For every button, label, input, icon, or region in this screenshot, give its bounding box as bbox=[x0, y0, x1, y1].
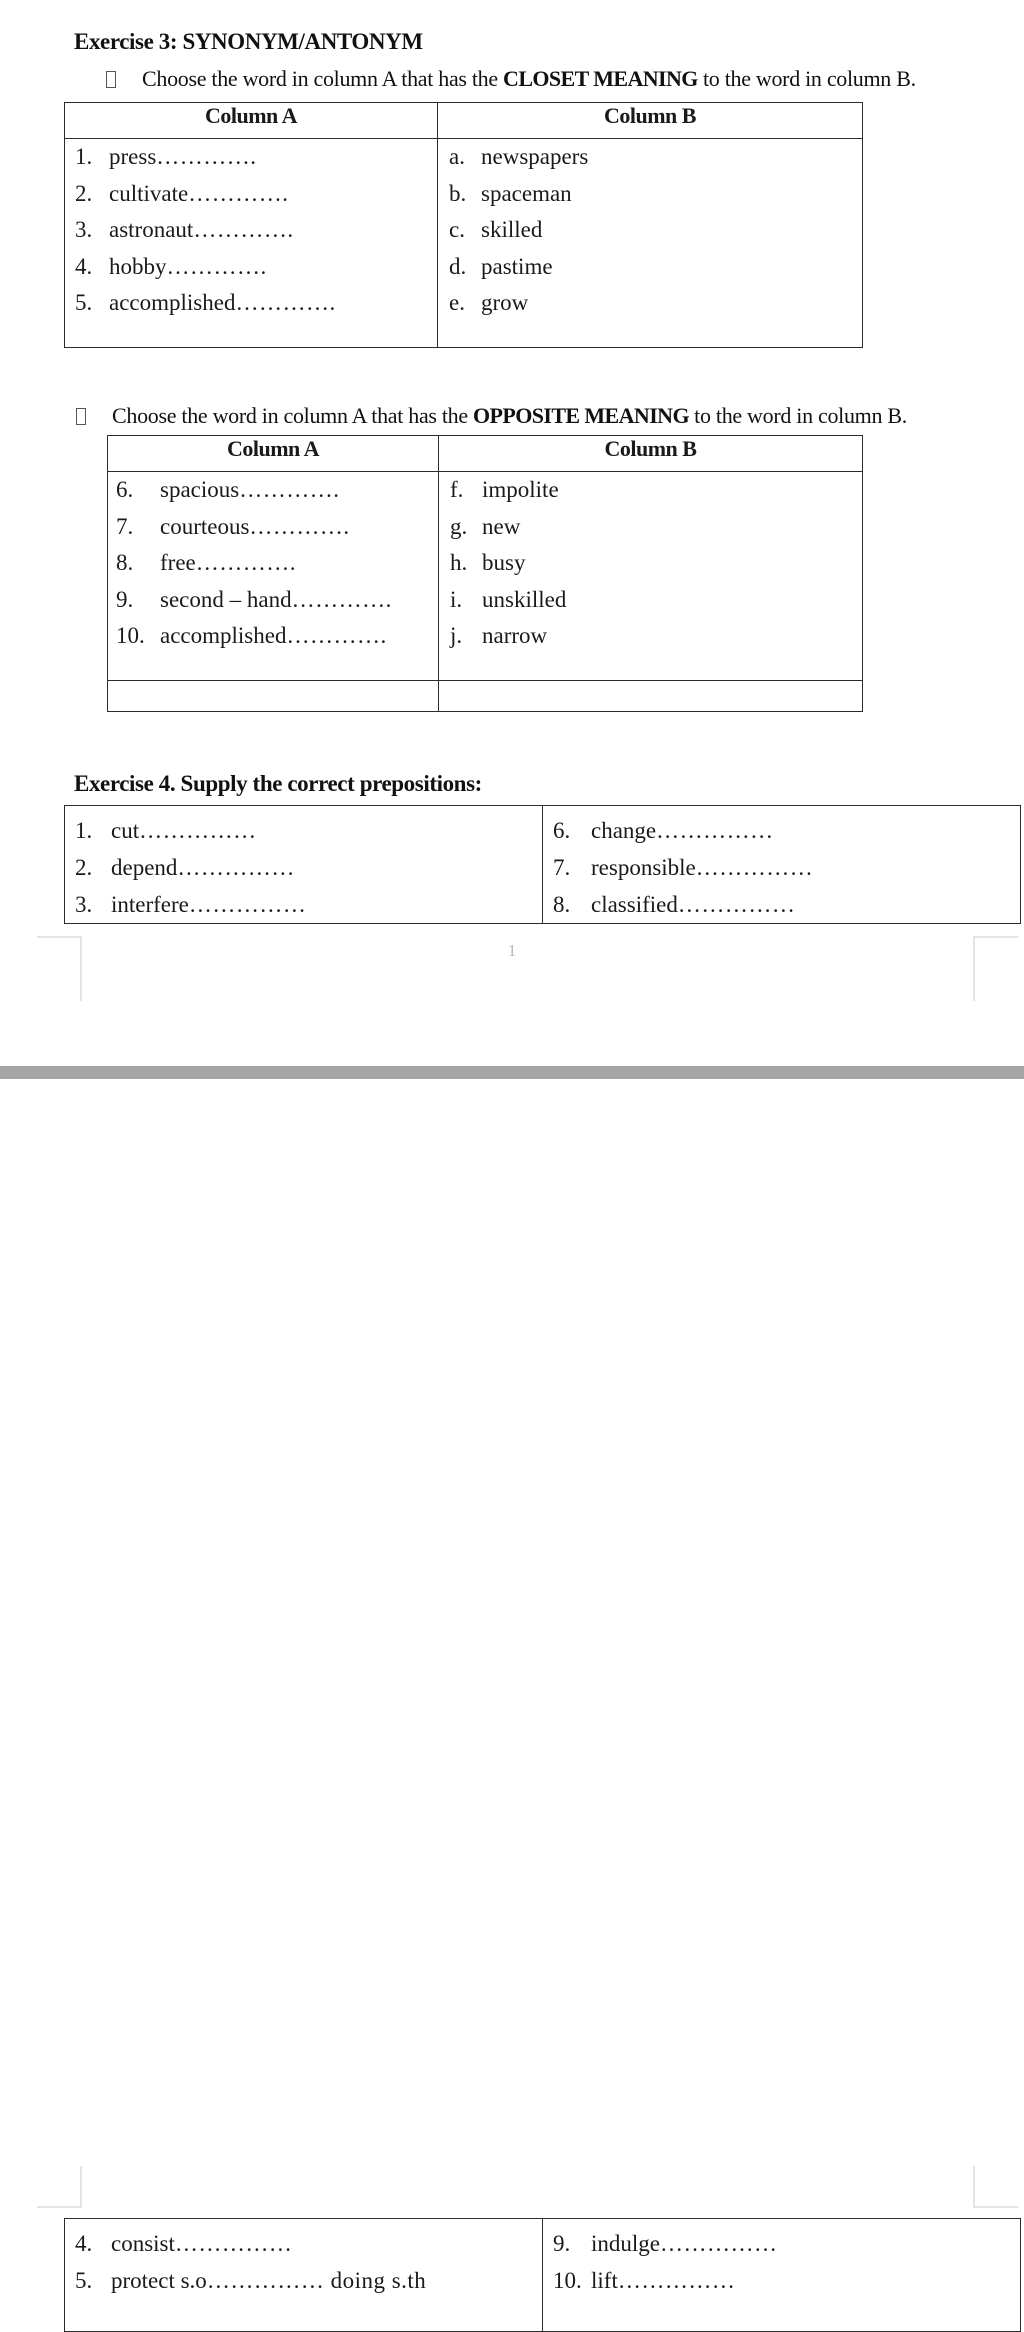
synonym-column-b-cell bbox=[438, 139, 863, 348]
item-word: depend bbox=[111, 855, 178, 880]
item-word: press bbox=[109, 144, 157, 169]
table-empty-row bbox=[108, 681, 863, 712]
instruction-antonym-after: to the word in column B. bbox=[688, 403, 907, 428]
column-b-header: Column B bbox=[439, 436, 863, 472]
item-blank[interactable]: …………. bbox=[195, 550, 296, 575]
list-item bbox=[438, 176, 862, 213]
prepositions-bottom-left-cell bbox=[65, 2219, 543, 2332]
item-blank[interactable]: …………… bbox=[139, 818, 257, 843]
list-item bbox=[108, 618, 438, 655]
list-item bbox=[108, 509, 438, 546]
antonym-column-b-cell bbox=[439, 472, 863, 681]
item-blank[interactable]: …………. bbox=[188, 180, 289, 206]
item-word: newspapers bbox=[481, 144, 589, 169]
item-blank[interactable]: …………. bbox=[166, 253, 267, 279]
item-marker: 10. bbox=[116, 623, 145, 648]
list-item bbox=[65, 886, 542, 923]
item-word: cut bbox=[111, 818, 140, 843]
list-item bbox=[65, 212, 437, 249]
worksheet-page-one bbox=[0, 0, 1024, 1068]
item-marker: 6. bbox=[553, 818, 571, 843]
item-word: free bbox=[160, 550, 196, 575]
item-marker: e. bbox=[449, 290, 465, 315]
synonym-match-table bbox=[64, 102, 863, 348]
list-item bbox=[543, 812, 1020, 849]
item-blank[interactable]: …………… bbox=[188, 892, 307, 917]
list-item bbox=[65, 285, 437, 322]
item-word: narrow bbox=[482, 623, 548, 648]
instruction-antonym bbox=[76, 403, 907, 429]
list-item bbox=[108, 472, 438, 509]
item-word: second – hand bbox=[160, 586, 292, 612]
item-blank[interactable]: …………. bbox=[239, 477, 340, 502]
bullet-box-icon bbox=[106, 71, 116, 88]
column-a-header: Column A bbox=[65, 103, 438, 139]
instruction-synonym-after: to the word in column B. bbox=[697, 66, 916, 91]
item-word: protect s.o bbox=[111, 2268, 207, 2293]
list-item bbox=[438, 139, 862, 176]
antonym-column-b-list bbox=[439, 472, 862, 655]
item-word: accomplished bbox=[109, 290, 236, 315]
page-break-separator bbox=[0, 1066, 1024, 1079]
instruction-synonym-emphasis: CLOSET MEANING bbox=[503, 66, 698, 91]
item-word: hobby bbox=[109, 253, 167, 279]
list-item bbox=[439, 545, 862, 582]
prepositions-bottom-left-list bbox=[65, 2219, 542, 2299]
item-word: interfere bbox=[111, 892, 189, 917]
prepositions-top-left-cell bbox=[65, 806, 543, 924]
item-blank[interactable]: …………… bbox=[660, 2231, 778, 2256]
instruction-antonym-before: Choose the word in column A that has the bbox=[112, 403, 474, 428]
item-marker: i. bbox=[450, 586, 463, 612]
table-row bbox=[65, 806, 1021, 924]
item-marker: 1. bbox=[75, 818, 93, 843]
item-blank[interactable]: …………. bbox=[291, 586, 392, 612]
item-word: indulge bbox=[591, 2231, 660, 2256]
table-row bbox=[65, 2219, 1021, 2332]
list-item bbox=[439, 509, 862, 546]
list-item bbox=[438, 285, 862, 322]
column-b-header: Column B bbox=[438, 103, 863, 139]
item-word: lift bbox=[591, 2268, 618, 2293]
item-marker: 5. bbox=[75, 290, 93, 315]
item-word: cultivate bbox=[109, 180, 189, 206]
item-blank[interactable]: …………… bbox=[177, 855, 295, 880]
item-word: consist bbox=[111, 2231, 175, 2256]
margin-mark-bottom-left bbox=[37, 2166, 82, 2208]
item-blank[interactable]: …………. bbox=[286, 623, 387, 648]
item-word: responsible bbox=[591, 855, 696, 880]
item-word: grow bbox=[481, 290, 529, 315]
item-marker: 7. bbox=[553, 855, 571, 880]
item-word: skilled bbox=[481, 217, 543, 242]
antonym-column-a-cell bbox=[108, 472, 439, 681]
table-header-row bbox=[108, 436, 863, 472]
empty-cell-b bbox=[439, 681, 863, 712]
item-word: unskilled bbox=[482, 586, 567, 612]
item-marker: 4. bbox=[75, 2231, 93, 2256]
item-blank[interactable]: …………. bbox=[156, 144, 257, 169]
page-number: 1 bbox=[507, 941, 517, 960]
prepositions-bottom-right-list bbox=[543, 2219, 1020, 2299]
list-item bbox=[65, 2262, 542, 2299]
antonym-match-table bbox=[107, 435, 863, 712]
table-body-row bbox=[65, 139, 863, 348]
item-marker: 3. bbox=[75, 217, 93, 242]
list-item bbox=[65, 849, 542, 886]
item-marker: g. bbox=[450, 513, 468, 539]
item-word: astronaut bbox=[109, 217, 194, 242]
instruction-antonym-emphasis: OPPOSITE MEANING bbox=[473, 403, 689, 428]
item-blank[interactable]: …………… bbox=[656, 818, 774, 843]
list-item bbox=[439, 472, 862, 509]
prepositions-top-right-list bbox=[543, 806, 1020, 923]
item-blank[interactable]: …………. bbox=[249, 513, 350, 539]
synonym-column-b-list bbox=[438, 139, 862, 322]
list-item bbox=[438, 249, 862, 286]
prepositions-table-top bbox=[64, 805, 1021, 924]
item-blank[interactable]: …………. bbox=[235, 290, 336, 315]
item-blank[interactable]: …………… bbox=[677, 892, 796, 917]
item-blank[interactable]: …………… doing s.th bbox=[206, 2268, 427, 2293]
item-marker: 5. bbox=[75, 2268, 93, 2293]
item-marker: j. bbox=[450, 623, 463, 648]
instruction-synonym bbox=[106, 66, 916, 92]
item-marker: d. bbox=[449, 253, 467, 279]
item-word: accomplished bbox=[160, 623, 287, 648]
item-word: courteous bbox=[160, 513, 250, 539]
item-marker: 6. bbox=[116, 477, 134, 502]
list-item bbox=[543, 886, 1020, 923]
empty-cell-a bbox=[108, 681, 439, 712]
item-marker: 9. bbox=[553, 2231, 571, 2256]
column-a-header: Column A bbox=[108, 436, 439, 472]
prepositions-top-left-list bbox=[65, 806, 542, 923]
item-marker: 4. bbox=[75, 253, 93, 279]
item-blank[interactable]: …………… bbox=[617, 2268, 736, 2293]
item-word: spaceman bbox=[481, 180, 572, 206]
list-item bbox=[65, 249, 437, 286]
item-word: busy bbox=[482, 550, 526, 575]
item-marker: b. bbox=[449, 180, 467, 206]
item-marker: 2. bbox=[75, 855, 93, 880]
item-marker: 8. bbox=[116, 550, 134, 575]
prepositions-top-right-cell bbox=[543, 806, 1021, 924]
item-marker: 2. bbox=[75, 180, 93, 206]
item-marker: 8. bbox=[553, 892, 571, 917]
table-body-row bbox=[108, 472, 863, 681]
item-marker: 7. bbox=[116, 513, 134, 539]
item-marker: 9. bbox=[116, 586, 134, 612]
list-item bbox=[108, 545, 438, 582]
list-item bbox=[65, 176, 437, 213]
list-item bbox=[65, 812, 542, 849]
list-item bbox=[65, 139, 437, 176]
margin-mark-top-left bbox=[37, 936, 82, 1001]
list-item bbox=[543, 2225, 1020, 2262]
item-word: change bbox=[591, 818, 657, 843]
item-marker: 1. bbox=[75, 144, 93, 169]
table-header-row bbox=[65, 103, 863, 139]
item-marker: 10. bbox=[553, 2268, 582, 2293]
exercise-3-heading: Exercise 3: SYNONYM/ANTONYM bbox=[74, 29, 423, 54]
bullet-box-icon bbox=[76, 408, 86, 425]
list-item bbox=[439, 618, 862, 655]
margin-mark-top-right bbox=[973, 936, 1018, 1001]
list-item bbox=[543, 849, 1020, 886]
list-item bbox=[65, 2225, 542, 2262]
item-blank[interactable]: …………. bbox=[193, 217, 294, 242]
item-word: classified bbox=[591, 892, 678, 917]
margin-mark-bottom-right bbox=[973, 2166, 1018, 2208]
list-item bbox=[108, 582, 438, 619]
prepositions-bottom-right-cell bbox=[543, 2219, 1021, 2332]
item-marker: 3. bbox=[75, 892, 93, 917]
list-item bbox=[543, 2262, 1020, 2299]
item-marker: c. bbox=[449, 217, 465, 242]
prepositions-table-bottom bbox=[64, 2218, 1021, 2332]
synonym-column-a-list bbox=[65, 139, 437, 322]
list-item bbox=[439, 582, 862, 619]
antonym-column-a-list bbox=[108, 472, 438, 655]
item-marker: a. bbox=[449, 144, 465, 169]
item-blank[interactable]: …………… bbox=[174, 2231, 293, 2256]
item-marker: f. bbox=[450, 477, 464, 502]
item-word: spacious bbox=[160, 477, 240, 502]
item-marker: h. bbox=[450, 550, 468, 575]
list-item bbox=[438, 212, 862, 249]
item-word: impolite bbox=[482, 477, 559, 502]
item-word: pastime bbox=[481, 253, 553, 279]
item-blank[interactable]: …………… bbox=[695, 855, 814, 880]
item-word: new bbox=[482, 513, 521, 539]
instruction-synonym-before: Choose the word in column A that has the bbox=[142, 66, 504, 91]
synonym-column-a-cell bbox=[65, 139, 438, 348]
exercise-4-heading: Exercise 4. Supply the correct prepositions: bbox=[74, 771, 482, 796]
